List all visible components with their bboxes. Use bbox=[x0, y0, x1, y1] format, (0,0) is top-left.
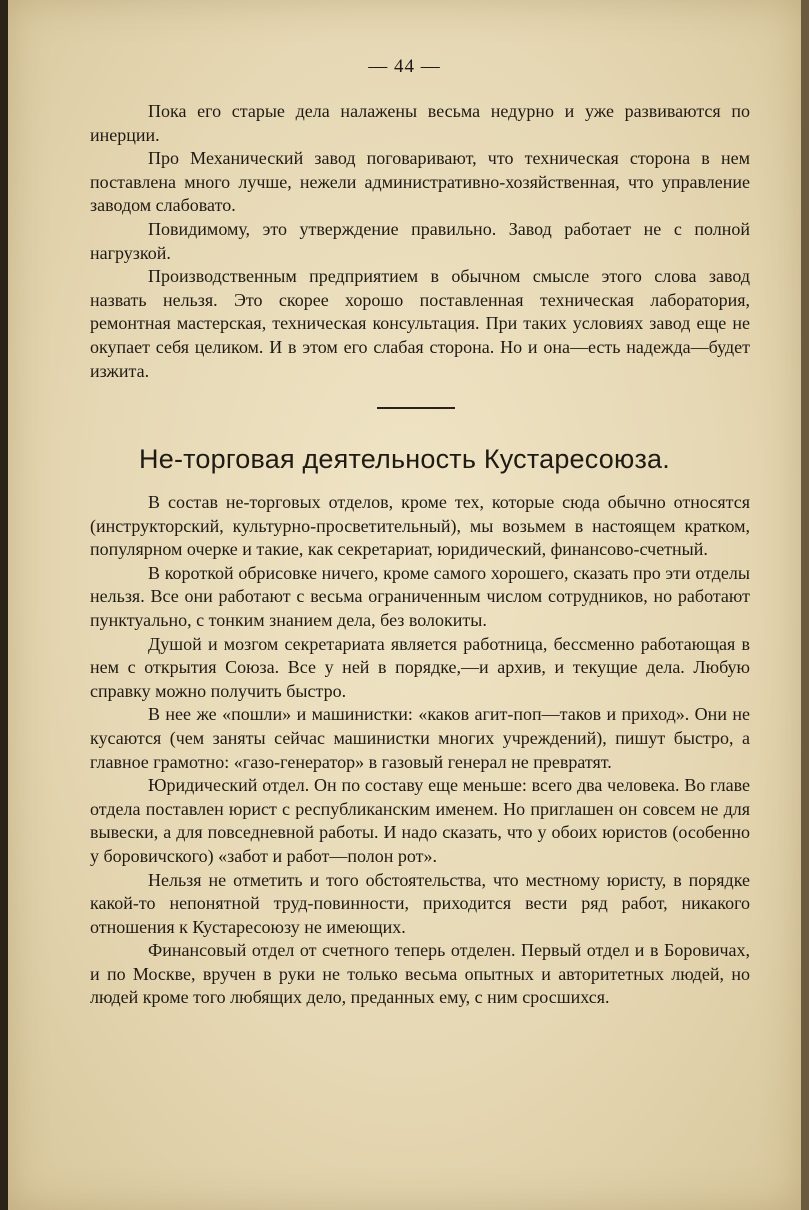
book-page bbox=[8, 0, 801, 1210]
text-section-non-trade bbox=[90, 491, 750, 1010]
paragraph: В нее же «пошли» и машинистки: «каков агит-поп—таков и приход». Они не кусаются (чем заняты сейчас машинистки многих учреждений), пишут быстро, а главное грамотно: «газо-генератор» в газовый генерал не превратят. bbox=[90, 704, 750, 772]
paragraph: В короткой обрисовке ничего, кроме самого хорошего, сказать про эти отделы нельзя. Все они работают с весьма ограниченным числом сотрудников, но работают пунктуально, с тонким знанием дела, без волокиты. bbox=[90, 562, 750, 630]
section-divider bbox=[377, 407, 455, 409]
paragraph: Нельзя не отметить и того обстоятельства, что местному юристу, в порядке какой-то непонятной труд-повинности, приходится вести ряд работ, никакого отношения к Кустаресоюзу не имеющих. bbox=[90, 869, 750, 937]
page-number: — 44 — bbox=[368, 56, 441, 77]
paragraph: Производственным предприятием в обычном смысле этого слова завод назвать нельзя. Это скорее хорошо поставленная техническая лаборатория, ремонтная мастерская, техническая консультация. При таких условиях завод еще не окупает себя целиком. И в этом его слабая сторона. Но и она—есть надежда—будет изжита. bbox=[90, 266, 750, 381]
paragraph: Финансовый отдел от счетного теперь отделен. Первый отдел и в Боровичах, и по Москве, вручен в руки не только весьма опытных и авторитетных людей, но людей кроме того любящих дело, преданных ему, с ним сросшихся. bbox=[90, 940, 750, 1008]
paragraph: Юридический отдел. Он по составу еще меньше: всего два человека. Во главе отдела поставлен юрист с республиканским именем. Но приглашен он совсем не для вывески, а для повседневной работы. И надо сказать, что у обоих юристов (особенно у боровичского) «забот и работ—полон рот». bbox=[90, 775, 750, 866]
paragraph: Душой и мозгом секретариата является работница, бессменно работающая в нем с открытия Союза. Все у ней в порядке,—и архив, и текущие дела. Любую справку можно получить быстро. bbox=[90, 633, 750, 701]
book-spine-edge bbox=[801, 0, 809, 1210]
paragraph: Пока его старые дела налажены весьма недурно и уже развиваются по инерции. bbox=[90, 101, 750, 145]
text-section-factory bbox=[90, 100, 750, 383]
paragraph: В состав не-торговых отделов, кроме тех, которые сюда обычно относятся (инструкторский, культурно-просветительный), мы возьмем в настоящем кратком, популярном очерке и такие, как секретариат, юридический, финансово-счетный. bbox=[90, 492, 750, 560]
section-heading: Не-торговая деятельность Кустаресоюза. bbox=[139, 444, 670, 474]
paragraph: Про Механический завод поговаривают, что техническая сторона в нем поставлена много лучше, нежели административно-хозяйственная, что управление заводом слабовато. bbox=[90, 148, 750, 216]
paragraph: Повидимому, это утверждение правильно. Завод работает не с полной нагрузкой. bbox=[90, 218, 750, 263]
